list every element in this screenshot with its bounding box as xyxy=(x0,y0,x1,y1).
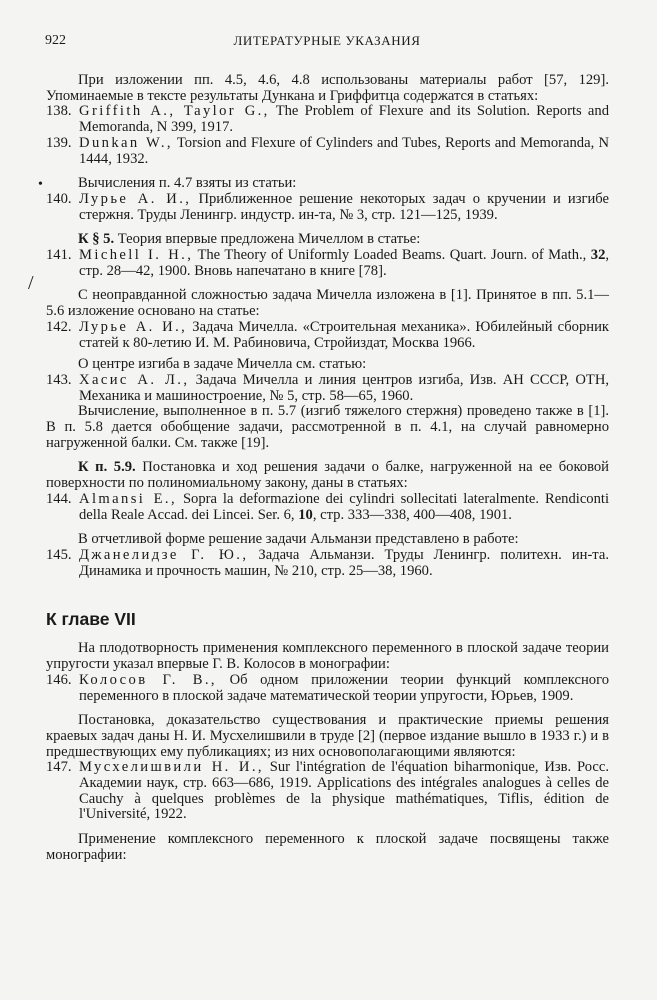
section-heading: К главе VII xyxy=(46,609,136,630)
paragraph-lead: К § 5. xyxy=(78,231,115,248)
page-number: 922 xyxy=(45,33,66,48)
paragraph xyxy=(46,232,609,248)
reference-143 xyxy=(46,373,609,404)
reference-number: 141. xyxy=(46,247,72,264)
reference-author: Лурье А. И., xyxy=(79,318,188,335)
reference-author: Джанелидзе Г. Ю., xyxy=(79,546,249,563)
running-title: ЛИТЕРАТУРНЫЕ УКАЗАНИЯ xyxy=(233,33,421,48)
paragraph-text: Теория впервые предложена Мичеллом в статье: xyxy=(117,231,421,248)
reference-text: Задача Альманзи. Труды Ленингр. политехн. ин-та. Динамика и прочность машин, № 210, стр. 25—38, 1960. xyxy=(79,546,609,579)
reference-text: Приближенное решение некоторых задач о кручении и изгибе стержня. Труды Ленингр. индустр. ин-та, № 3, стр. 121—125, 1939. xyxy=(79,190,609,223)
reference-text: The Theory of Uniformly Loaded Beams. Quart. Journ. of Math., xyxy=(197,247,587,264)
reference-139 xyxy=(46,136,609,167)
reference-text: Sur l'intégration de l'équation biharmonique, Изв. Росс. Академии наук, стр. 663—686, 1919. Applications des intégrales analogues à celles de Cauchy à quelques problèmes de la physique mathématiques, Tiflis, édition de l'Université, 1922. xyxy=(79,759,610,823)
reference-volume: 32 xyxy=(590,247,606,264)
reference-text: Sopra la deformazione dei cylindri sollecitati lateralmente. Rendiconti della Reale Accad. dei Lincei. Ser. 6, xyxy=(79,490,609,523)
paragraph: В отчетливой форме решение задачи Альманзи представлено в работе: xyxy=(78,531,519,548)
paragraph-lead: К п. 5.9. xyxy=(78,459,136,476)
reference-text-end: , стр. 28—42, 1900. Вновь напечатано в книге [78]. xyxy=(79,247,610,279)
reference-volume: 10 xyxy=(298,506,313,523)
paragraph: Вычисление, выполненное в п. 5.7 (изгиб тяжелого стержня) проведено также в [1]. В п. 5.8 дается обобщение задачи, рассмотренной в п. 4.1, на случай равномерно нагруженной балки. См. также [19]. xyxy=(46,403,609,451)
reference-author: Лурье А. И., xyxy=(79,190,192,207)
reference-author: Мусхелишвили Н. И., xyxy=(79,759,264,776)
paragraph: На плодотворность применения комплексного переменного в плоской задаче теории упругости указал впервые Г. В. Колосов в монографии: xyxy=(46,640,609,673)
reference-text: Задача Мичелла и линия центров изгиба, Изв. АН СССР, ОТН, Механика и машиностроение, № 5, стр. 58—65, 1960. xyxy=(79,371,610,404)
reference-number: 140. xyxy=(46,190,72,207)
paragraph xyxy=(46,460,609,491)
page-body xyxy=(46,73,609,864)
reference-142 xyxy=(46,320,609,351)
reference-number: 143. xyxy=(46,371,72,388)
paragraph: При изложении пп. 4.5, 4.6, 4.8 использованы материалы работ [57, 129]. Упоминаемые в тексте результаты Дункана и Гриффитца содержатся в статьях: xyxy=(46,72,609,104)
reference-author: Almansi E., xyxy=(79,490,177,507)
paragraph: О центре изгиба в задаче Мичелла см. статью: xyxy=(78,356,367,373)
reference-141 xyxy=(46,248,609,279)
reference-145 xyxy=(46,548,609,579)
reference-text: Задача Мичелла. «Строительная механика». Юбилейный сборник статей к 80-летию И. М. Рабиновича, Стройиздат, Москва 1966. xyxy=(79,318,609,351)
reference-text-end: , стр. 333—338, 400—408, 1901. xyxy=(312,506,512,523)
reference-author: Dunkan W., xyxy=(79,134,173,151)
reference-140 xyxy=(46,192,609,223)
reference-author: Griffith A., Taylor G., xyxy=(79,103,270,120)
reference-number: 145. xyxy=(46,546,72,563)
reference-number: 138. xyxy=(46,103,72,120)
reference-number: 139. xyxy=(46,134,72,151)
reference-number: 147. xyxy=(46,759,72,776)
margin-dot-mark: • xyxy=(38,177,43,192)
reference-text: The Problem of Flexure and its Solution. Reports and Memoranda, N 399, 1917. xyxy=(79,103,609,136)
reference-number: 146. xyxy=(46,671,72,688)
reference-author: Michell I. H., xyxy=(79,247,194,264)
reference-146 xyxy=(46,673,609,704)
reference-number: 144. xyxy=(46,490,72,507)
paragraph: Постановка, доказательство существования и практические приемы решения краевых задач даны Н. И. Мусхелишвили в труде [2] (первое издание вышло в 1933 г.) и в предшествующих ему публикациях; из них основополагающими являются: xyxy=(46,712,609,760)
reference-author: Хасис А. Л., xyxy=(79,371,190,388)
reference-number: 142. xyxy=(46,318,72,335)
page-header xyxy=(45,33,609,53)
paragraph: С неоправданной сложностью задача Мичелла изложена в [1]. Принятое в пп. 5.1—5.6 изложение основано на статье: xyxy=(46,287,609,320)
reference-144 xyxy=(46,492,609,523)
reference-138 xyxy=(46,104,609,135)
reference-text: Об одном приложении теории функций комплексного переменного в плоской задаче математической теории упругости, Юрьев, 1909. xyxy=(79,671,609,704)
reference-text: Torsion and Flexure of Cylinders and Tubes, Reports and Memoranda, N 1444, 1932. xyxy=(79,134,610,167)
margin-pencil-mark: / xyxy=(28,272,34,294)
paragraph-text: Постановка и ход решения задачи о балке, нагруженной на ее боковой поверхности по полиномиальному закону, даны в статьях: xyxy=(46,459,609,492)
paragraph: Вычисления п. 4.7 взяты из статьи: xyxy=(78,175,297,192)
reference-author: Колосов Г. В., xyxy=(79,671,217,688)
reference-147 xyxy=(46,760,609,823)
paragraph: Применение комплексного переменного к плоской задаче посвящены также монографии: xyxy=(46,831,609,863)
